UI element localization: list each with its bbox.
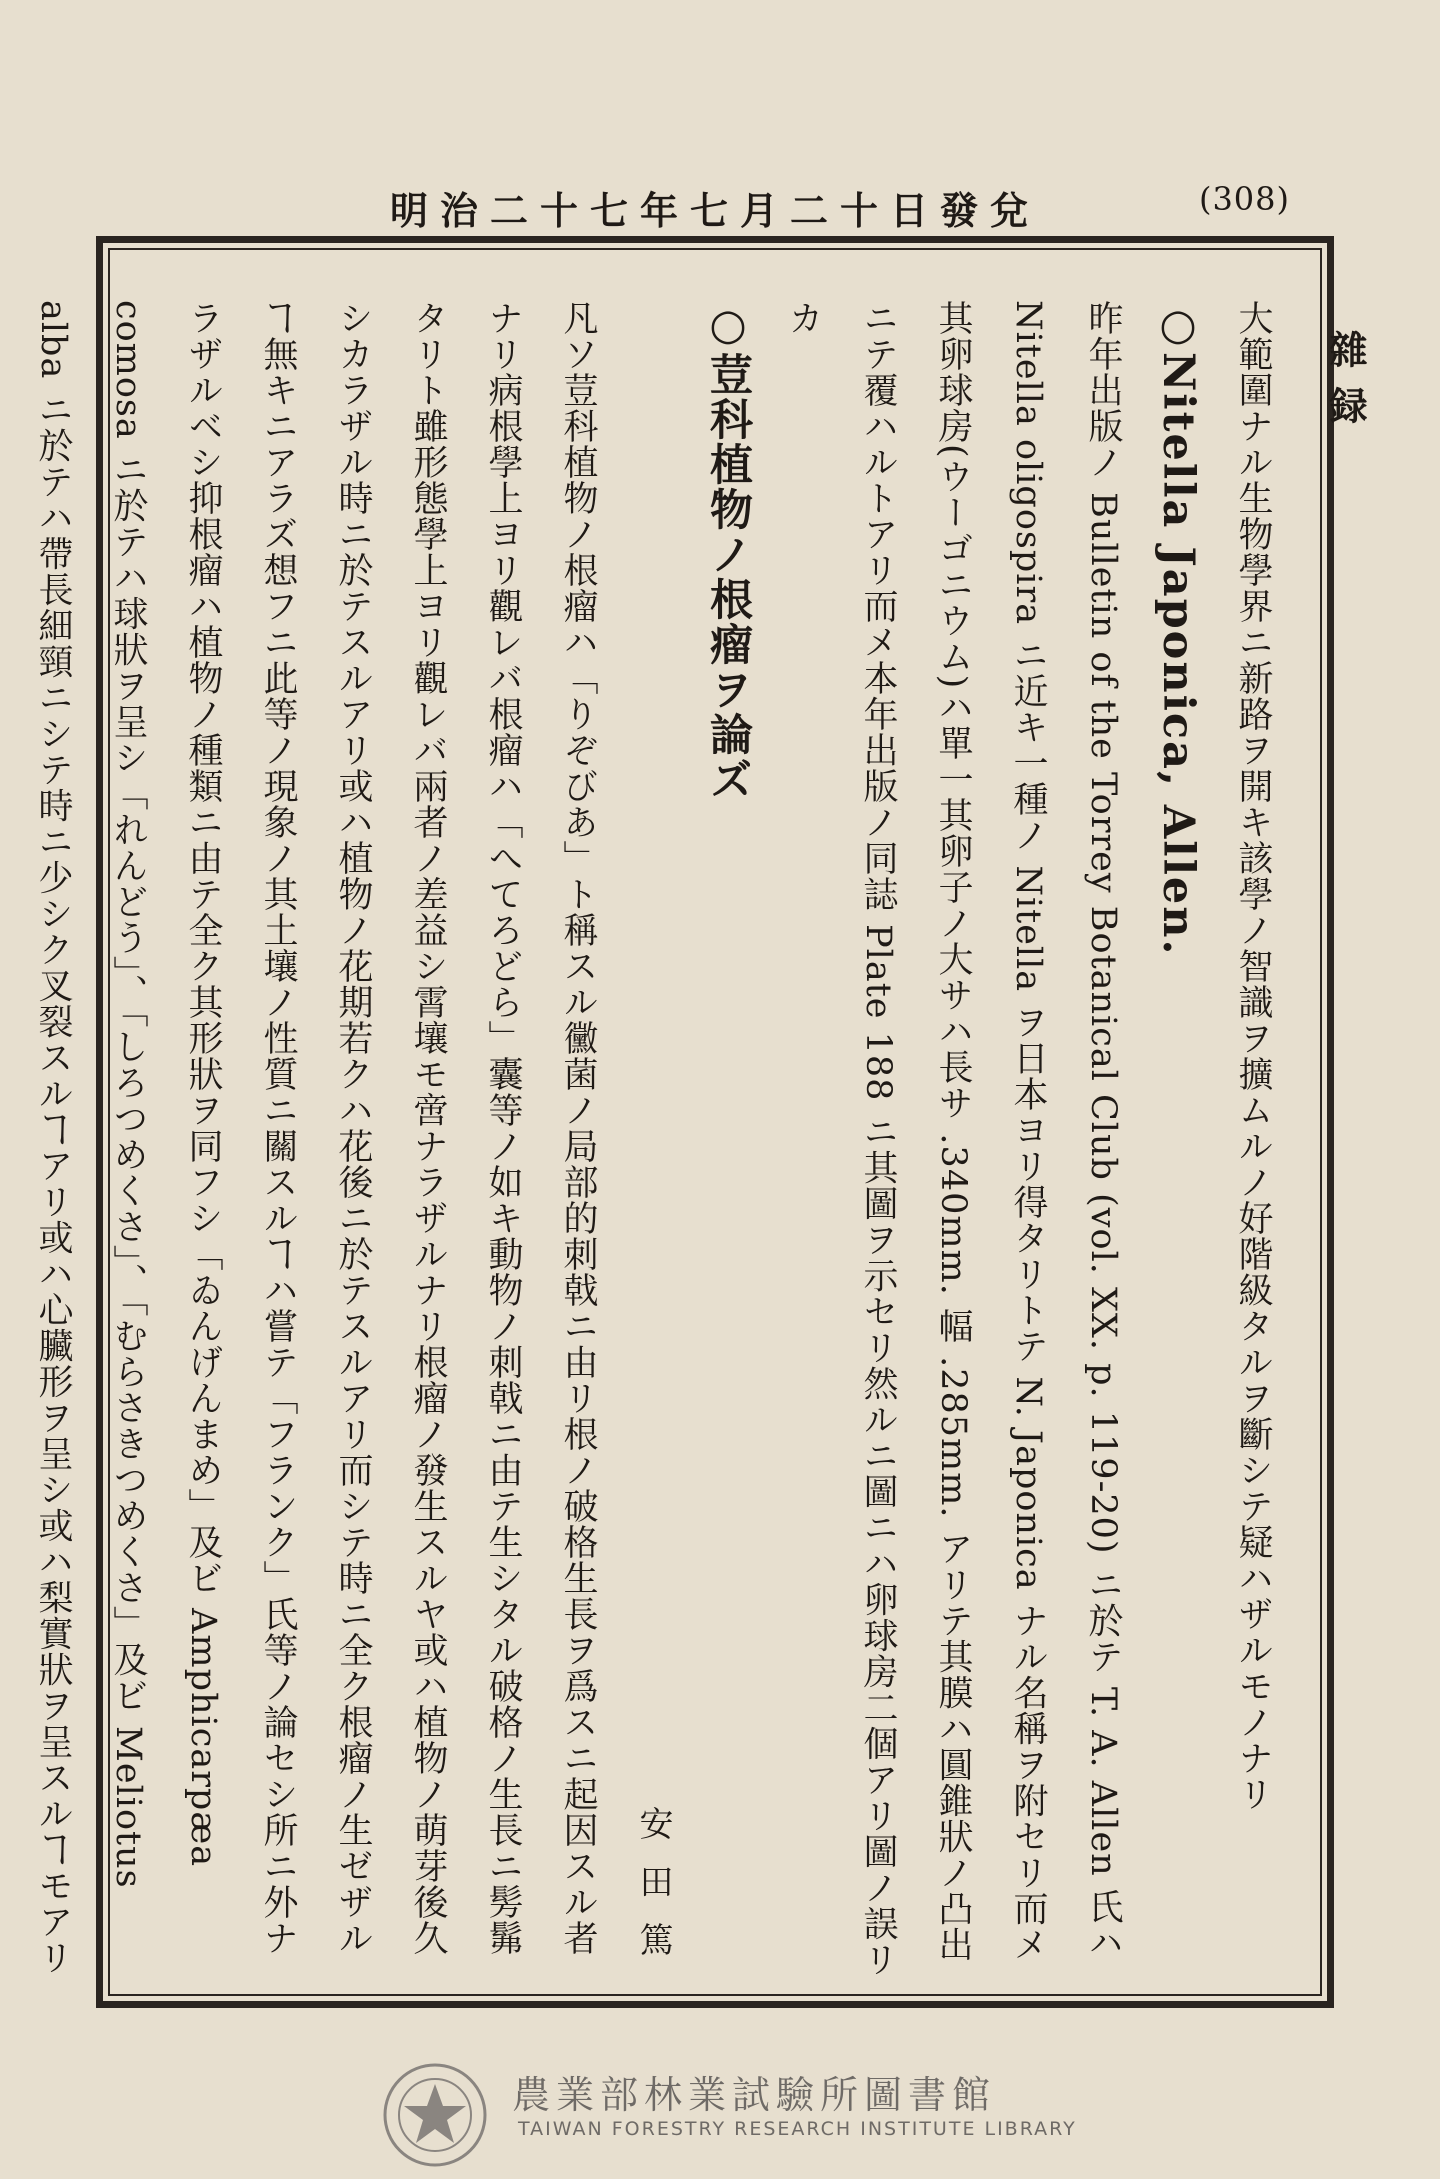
article-body-nitella: 昨年出版ノ Bulletin of the Torrey Botanical Club (vol. XX. p. 119-20) ニ於テ T. A. Allen 氏ハ Nitella oligospira ニ近キ一種ノ Nitella ヲ日本ヨリ得タリトテ N. Japonica ナル名稱ヲ附セリ而メ其卵球房(ウーゴニウム)ハ單一其卵子ノ大サハ長サ .340mm. 幅 .285mm. アリテ其膜ハ圓錐狀ノ凸出ニテ覆ハルトアリ而メ本年出版ノ同誌 Plate 188 ニ其圖ヲ示セリ然ルニ圖ニハ卵球房二個アリ圖ノ誤リカ	[783, 300, 1123, 1978]
article-title-nitella: ○Nitella Japonica, Allen.	[1153, 300, 1203, 957]
section-label: 雜録	[1323, 330, 1368, 442]
page-number: (308)	[1198, 180, 1290, 218]
library-name-chinese: 農業部林業試驗所圖書館	[512, 2073, 997, 2117]
running-head-date: 明治二十七年七月二十日發兌	[390, 188, 1041, 233]
library-seal-icon	[380, 2060, 490, 2170]
paragraph-intro-continuation: 大範圍ナル生物學界ニ新路ヲ開キ該學ノ智識ヲ擴ムルノ好階級タルヲ斷シテ疑ハザルモノナリ	[1233, 300, 1273, 1812]
library-watermark	[380, 2060, 1180, 2150]
article-title-root-nodules: ○荳科植物ノ根瘤ヲ論ズ	[703, 300, 753, 802]
library-name-english: TAIWAN FORESTRY RESEARCH INSTITUTE LIBRARY	[518, 2118, 1077, 2140]
article-body-root-nodules: 凡ソ荳科植物ノ根瘤ハ「りぞびあ」ト稱スル黴菌ノ局部的刺戟ニ由リ根ノ破格生長ヲ爲スニ起因スル者ナリ病根學上ヨリ觀レバ根瘤ハ「へてろどら」囊等ノ如キ動物ノ刺戟ニ由テ生シタル破格ノ生長ニ髣髴タリト雖形態學上ヨリ觀レバ兩者ノ差益シ霄壤モ啻ナラザルナリ根瘤ノ發生スルヤ或ハ植物ノ萌芽後久シカラザル時ニ於テスルアリ或ハ植物ノ花期若クハ花後ニ於テスルアリ而シテ時ニ全ク根瘤ノ生ゼザルヿ無キニアラズ想フニ此等ノ現象ノ其土壤ノ性質ニ關スルヿハ嘗テ「フランク」氏等ノ論セシ所ニ外ナラザルベシ抑根瘤ハ植物ノ種類ニ由テ全ク其形狀ヲ同フシ「ゐんげんまめ」及ビ Amphicarpæa comosa ニ於テハ球狀ヲ呈シ「れんどう」、「しろつめくさ」、「むらさきつめくさ」及ビ Meliotus alba ニ於テハ帶長細頸ニシテ時ニ少シク叉裂スルヿアリ或ハ心臟形ヲ呈シ或ハ梨實狀ヲ呈スルヿモアリ	[33, 300, 598, 1976]
vertical-text-body	[33, 300, 1290, 1980]
article-author: 安田篤	[633, 1806, 673, 1980]
